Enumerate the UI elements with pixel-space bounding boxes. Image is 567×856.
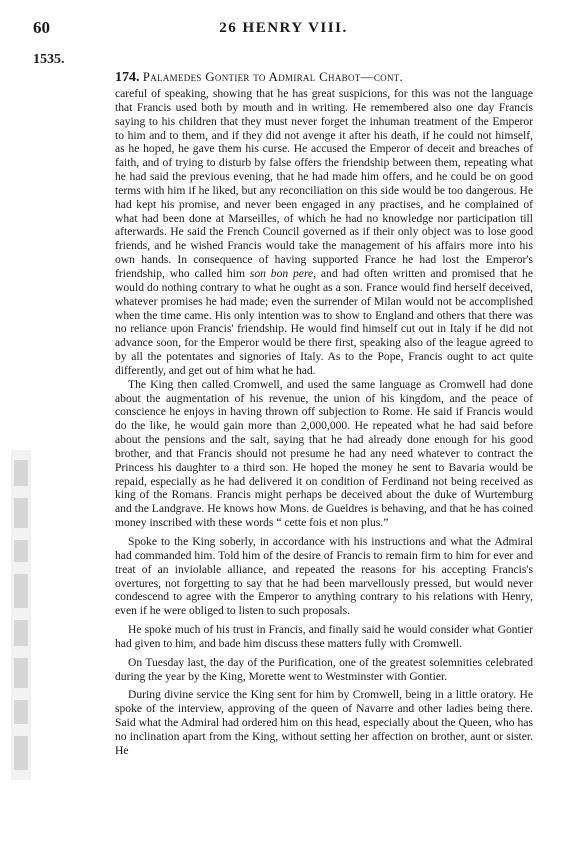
entry-heading	[115, 69, 403, 86]
paragraph: During divine service the King sent for him by Cromwell, being in a little oratory. He spoke of the interview, approving of the queen of Navarre and other ladies being there. Said what the Admiral had ordered him on this head, especially about the Queen, who has no inclination apart from the King, without setting her affection on brother, aunt or sister. He	[115, 688, 533, 757]
italic-phrase: son bon pere	[249, 266, 314, 280]
watermark-stamp-icon	[8, 450, 34, 780]
paragraph: He spoke much of his trust in Francis, and finally said he would consider what Gontier had given to him, and bade him discuss these matters fully with Cromwell.	[115, 623, 533, 650]
paragraph: Spoke to the King soberly, in accordance with his instructions and what the Admiral had commanded him. Told him of the desire of Francis to remain firm to him for ever and treat of an inviolable alliance, and repeated the reasons for his accepting Francis's overtures, not forgetting to say that he had been marvellously pressed, but would never condescend to agree with the Emperor to anything contrary to his relations with Henry, even if he were obliged to listen to such proposals.	[115, 535, 533, 618]
year-marker: 1535.	[33, 52, 65, 67]
paragraph: On Tuesday last, the day of the Purification, one of the greatest solemnities celebrated during the year by the King, Morette went to Westminster with Gontier.	[115, 655, 533, 683]
paragraph: The King then called Cromwell, and used the same language as Cromwell had done about the augmentation of his revenue, the union of his kingdom, and the peace of conscience he enjoys in having thrown off subjection to Rome. He said if Francis would do the like, he would gain more than 2,000,000. He repeated what he had said before about the pensions and the salt, saying that he had already done enough for his good brother, and that Francis should not presume he had any need whatever to contract the Princess his daughter to a third son. He hoped the money he sent to Bavaria would be repaid, especially as he had delivered it on condition of Ferdinand not being received as king of the Romans. Francis might perhaps be deceived about the duke of Wurtemburg and the Landgrave. He knows how Mons. de Gueldres is behaving, and that he has coined money inscribed with these words “ cette fois et non plus.”	[115, 377, 533, 530]
running-title: 26 HENRY VIII.	[219, 20, 348, 36]
entry-title: Palamedes Gontier to Admiral Chabot—cont.	[142, 69, 404, 84]
paragraph: careful of speaking, showing that he has great suspicions, for this was not the language that Francis used both by mouth and in writing. He remembered also one day Francis saying to his children that they must never forget the inhuman treatment of the Emperor to him and to them, and if they did not avenge it after his death, if he could not himself, as he hoped, he gave them his curse. He accused the Emperor of deceit and breaches of faith, and of trying to disturb by false offers the friendship between them, repeating what he had said the previous evening, that he had made him offers, and he could be on good terms with him if he liked, but any reconciliation on this side would be too dangerous. He had kept his promise, and never been engaged in any practises, and he complained of what had been done at Marseilles, of which he had no knowledge nor participation till afterwards. He said the French Council governed as if their only object was to lose good friends, and he wished Francis would take the management of his affairs more into his own hands. In consequence of having supported France he had lost the Emperor's friendship, who called him son bon pere, and had often written and promised that he would do nothing contrary to what he ought as a son. France would find herself deceived, whatever promises he had made; even the surrender of Milan would not be accomplished when the time came. His only intention was to show to England and others that there was no reliance upon Francis' friendship. He would find himself cut out in Italy if he did not advance soon, for the Emperor would be there first, speaking also of the league agreed to by all the potentates and signories of Italy. As to the Pope, Francis ought to act quite differently, and get out of him what he had.	[115, 87, 533, 377]
page-number: 60	[33, 18, 50, 37]
entry-body	[115, 87, 533, 758]
entry-number: 174.	[115, 70, 140, 85]
